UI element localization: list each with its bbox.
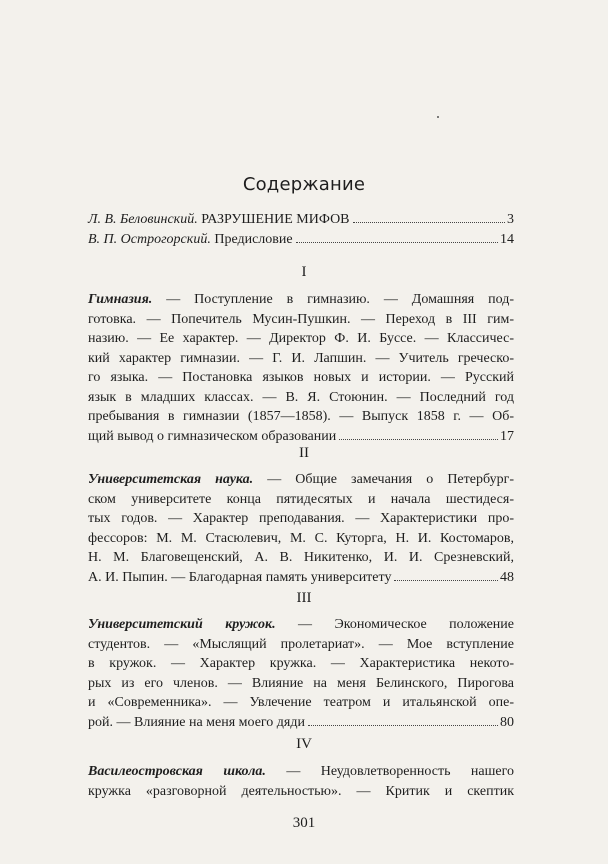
chapter-line: студентов. — «Мыслящий пролетариат». — Мое вступление <box>88 636 514 652</box>
chapter-line: в кружок. — Характер кружка. — Характеристика некото- <box>88 656 514 671</box>
toc-chapter-3 <box>88 615 514 732</box>
entry-page: 48 <box>500 569 514 585</box>
chapter-line: — Неудовлетворенность нашего <box>286 764 514 779</box>
chapter-line: щий вывод о гимназическом образовании <box>88 428 337 444</box>
entry-page: 14 <box>500 232 514 247</box>
dot-leader <box>394 580 498 581</box>
toc-entry-front-1 <box>88 210 514 230</box>
entry-page: 3 <box>507 212 514 227</box>
chapter-line: — Поступление в гимназию. — Домашняя под- <box>166 292 514 307</box>
chapter-line: — Экономическое положение <box>298 617 515 632</box>
chapter-line: А. И. Пыпин. — Благодарная память университету <box>88 569 392 585</box>
chapter-line: ском университете конца пятидесятых и начала шестидеся- <box>88 491 514 507</box>
entry-title: РАЗРУШЕНИЕ МИФОВ <box>201 212 350 227</box>
toc-chapter-2 <box>88 470 514 587</box>
chapter-line: тых годов. — Характер преподавания. — Характеристики про- <box>88 511 514 526</box>
chapter-numeral: I <box>301 264 307 280</box>
entry-author: В. П. Острогорский. <box>88 232 211 247</box>
chapter-numeral: IV <box>296 736 312 752</box>
chapter-line: Н. М. Благовещенский, А. В. Никитенко, И. И. Срезневский, <box>88 550 514 565</box>
entry-author: Л. В. Беловинский. <box>88 212 198 227</box>
chapter-line: и «Современника». — Увлечение театром и итальянской опе- <box>88 695 514 710</box>
entry-page: 80 <box>500 714 514 730</box>
page-number: 301 <box>292 815 316 831</box>
chapter-line: язык в младших классах. — В. Я. Стоюнин. — Последний год <box>88 389 514 405</box>
toc-chapter-1 <box>88 290 514 446</box>
ink-speck <box>437 116 439 118</box>
chapter-heading: Университетская наука. <box>88 472 254 487</box>
chapter-numeral: II <box>299 445 309 461</box>
chapter-line: рых из его членов. — Влияние на меня Белинского, Пирогова <box>88 675 514 691</box>
front-matter <box>88 210 514 250</box>
dot-leader <box>308 725 498 726</box>
chapter-line: кружка «разговорной деятельностью». — Критик и скептик <box>88 783 514 799</box>
chapter-heading: Гимназия. <box>88 292 153 307</box>
entry-title: Предисловие <box>214 232 293 247</box>
dot-leader <box>339 439 498 440</box>
toc-entry-front-2 <box>88 230 514 250</box>
chapter-heading: Университетский кружок. <box>88 617 276 632</box>
chapter-line: пребывания в гимназии (1857—1858). — Выпуск 1858 г. — Об- <box>88 409 514 424</box>
page-title: Содержание <box>242 174 366 195</box>
chapter-line: фессоров: М. М. Стасюлевич, М. С. Куторга, Н. И. Костомаров, <box>88 530 514 546</box>
dot-leader <box>353 222 505 223</box>
toc-chapter-4 <box>88 762 514 801</box>
entry-page: 17 <box>500 428 514 444</box>
chapter-line: рой. — Влияние на меня моего дяди <box>88 714 305 730</box>
chapter-line: назию. — Ее характер. — Директор Ф. И. Буссе. — Классичес- <box>88 331 514 346</box>
chapter-line: — Общие замечания о Петербург- <box>267 472 514 487</box>
chapter-line: готовка. — Попечитель Мусин-Пушкин. — Переход в III гим- <box>88 311 514 327</box>
chapter-line: го языка. — Постановка языков новых и истории. — Русский <box>88 370 514 385</box>
dot-leader <box>296 242 498 243</box>
chapter-heading: Василеостровская школа. <box>88 764 266 779</box>
chapter-line: кий характер гимназии. — Г. И. Лапшин. — Учитель греческо- <box>88 350 514 366</box>
chapter-numeral: III <box>296 590 312 606</box>
